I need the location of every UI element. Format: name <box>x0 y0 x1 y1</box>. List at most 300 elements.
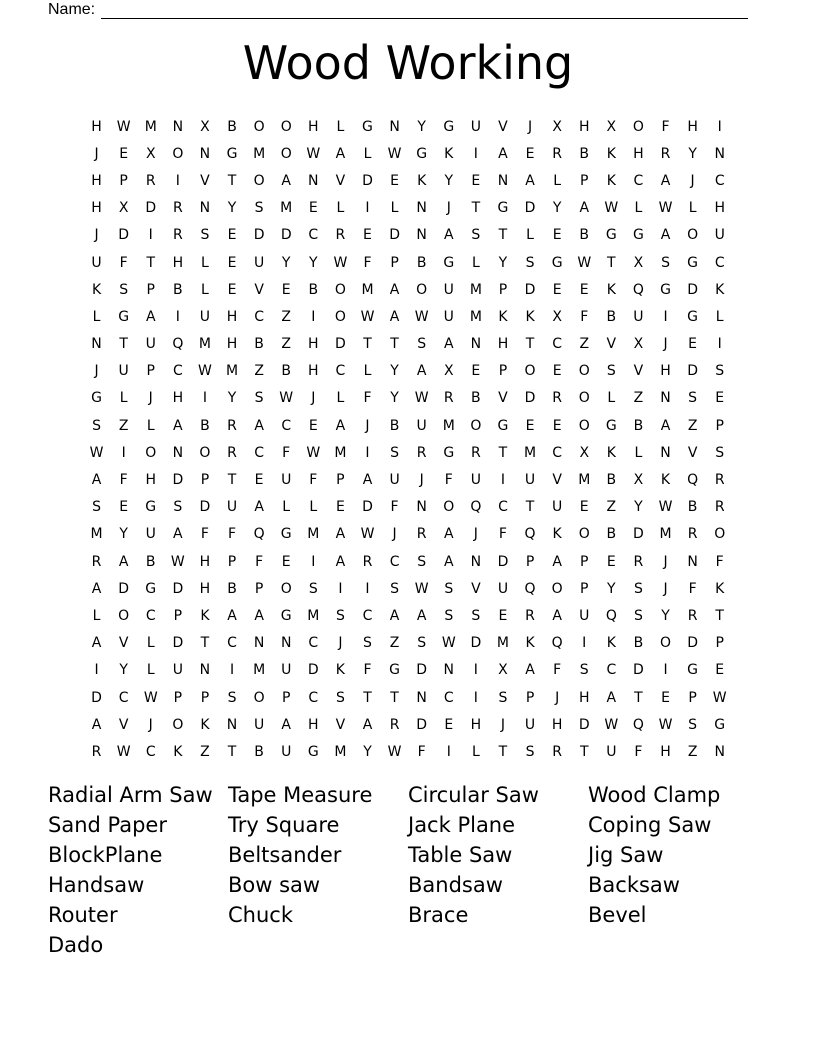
grid-letter: H <box>308 716 319 733</box>
grid-letter: O <box>253 689 265 706</box>
grid-letter: B <box>606 526 617 543</box>
grid-letter: U <box>443 281 454 298</box>
grid-letter: P <box>715 417 724 434</box>
grid-letter: R <box>227 417 237 434</box>
grid-letter: F <box>498 526 507 543</box>
grid-letter: I <box>148 227 153 244</box>
grid-letter: F <box>715 553 724 570</box>
grid-letter: Q <box>524 526 536 543</box>
grid-letter: G <box>389 662 400 679</box>
name-label: Name: <box>48 1 96 18</box>
grid-letter: N <box>416 200 427 217</box>
grid-letter: M <box>253 662 266 679</box>
grid-letter: D <box>633 662 644 679</box>
grid-letter: X <box>145 145 156 162</box>
grid-letter: J <box>148 390 153 407</box>
grid-letter: G <box>443 444 455 461</box>
grid-letter: D <box>524 200 536 217</box>
grid-letter: K <box>444 145 454 162</box>
grid-letter: M <box>361 281 374 298</box>
grid-letter: I <box>582 635 587 652</box>
grid-letter: C <box>362 607 373 624</box>
grid-letter: X <box>200 118 210 135</box>
grid-letter: G <box>687 308 699 325</box>
grid-letter: L <box>390 200 399 217</box>
grid-letter: W <box>414 308 429 325</box>
grid-letter: O <box>334 308 346 325</box>
grid-row <box>83 494 733 521</box>
grid-row <box>83 630 733 657</box>
grid-letter: E <box>227 227 237 244</box>
grid-letter: U <box>416 417 427 434</box>
grid-letter: G <box>362 118 373 135</box>
grid-letter: O <box>280 145 292 162</box>
grid-letter: K <box>200 607 210 624</box>
grid-letter: L <box>363 145 372 162</box>
grid-letter: D <box>524 390 536 407</box>
grid-letter: P <box>688 689 697 706</box>
grid-row <box>83 249 733 276</box>
grid-letter: K <box>606 281 616 298</box>
grid-letter: S <box>390 580 400 597</box>
grid-letter: T <box>634 689 643 706</box>
grid-letter: R <box>416 444 427 461</box>
grid-letter: S <box>173 499 183 516</box>
grid-letter: Z <box>687 417 698 434</box>
grid-letter: E <box>579 499 589 516</box>
grid-letter: P <box>281 689 291 706</box>
grid-letter: R <box>552 390 562 407</box>
grid-letter: D <box>335 336 346 353</box>
grid-letter: I <box>311 553 316 570</box>
grid-letter: Q <box>524 580 536 597</box>
grid-letter: Z <box>200 743 210 760</box>
grid-letter: N <box>308 172 319 189</box>
grid-letter: U <box>497 580 509 597</box>
grid-letter: V <box>118 635 129 652</box>
grid-letter: K <box>200 716 210 733</box>
grid-letter: Z <box>281 308 291 325</box>
grid-letter: L <box>336 200 345 217</box>
grid-letter: Y <box>607 580 616 597</box>
grid-letter: X <box>606 118 617 135</box>
grid-letter: A <box>443 553 454 570</box>
grid-letter: A <box>606 689 617 706</box>
grid-letter: T <box>498 444 508 461</box>
grid-letter: D <box>307 662 319 679</box>
grid-letter: G <box>226 145 238 162</box>
grid-letter: C <box>714 172 725 189</box>
grid-letter: V <box>606 336 617 353</box>
grid-letter: P <box>173 607 183 624</box>
grid-letter: G <box>714 716 726 733</box>
name-line <box>101 2 748 19</box>
grid-letter: M <box>524 444 537 461</box>
grid-letter: E <box>552 227 562 244</box>
grid-letter: K <box>660 472 671 489</box>
grid-letter: Z <box>281 336 291 353</box>
grid-letter: K <box>606 172 616 189</box>
grid-letter: S <box>715 363 725 380</box>
word-bank-item: Coping Saw <box>588 813 712 837</box>
grid-letter: X <box>118 200 129 217</box>
grid-letter: D <box>280 227 292 244</box>
grid-letter: D <box>416 662 428 679</box>
grid-letter: W <box>306 444 321 461</box>
grid-letter: U <box>281 743 292 760</box>
grid-letter: H <box>199 580 211 597</box>
grid-letter: L <box>607 390 616 407</box>
grid-letter: U <box>91 254 102 271</box>
grid-letter: D <box>118 580 130 597</box>
grid-letter: Z <box>687 743 698 760</box>
grid-letter: E <box>281 553 291 570</box>
word-bank-item: Router <box>48 903 118 927</box>
grid-letter: L <box>526 227 534 244</box>
grid-letter: P <box>580 553 589 570</box>
grid-letter: F <box>417 743 426 760</box>
grid-letter: S <box>444 607 454 624</box>
grid-letter: O <box>660 635 672 652</box>
grid-letter: N <box>416 227 427 244</box>
grid-letter: M <box>659 526 672 543</box>
grid-letter: U <box>253 716 265 733</box>
grid-letter: U <box>226 499 238 516</box>
grid-letter: D <box>172 472 184 489</box>
grid-letter: J <box>94 145 99 162</box>
grid-letter: M <box>198 336 211 353</box>
grid-letter: H <box>470 716 482 733</box>
grid-letter: L <box>201 254 209 271</box>
grid-letter: U <box>633 308 644 325</box>
grid-letter: C <box>118 689 129 706</box>
word-bank-item: Bevel <box>588 903 647 927</box>
grid-letter: K <box>173 743 183 760</box>
grid-letter: C <box>606 662 617 679</box>
word-bank-item: Brace <box>408 903 469 927</box>
grid-letter: N <box>660 444 671 461</box>
grid-letter: S <box>715 444 725 461</box>
grid-letter: O <box>253 118 265 135</box>
word-bank-item: Handsaw <box>48 873 145 897</box>
grid-letter: W <box>712 689 727 706</box>
grid-letter: A <box>254 417 264 434</box>
grid-row <box>83 548 733 575</box>
grid-letter: L <box>553 172 562 189</box>
grid-letter: B <box>145 553 156 570</box>
grid-letter: O <box>632 118 644 135</box>
grid-letter: Y <box>417 118 426 135</box>
grid-letter: U <box>579 607 590 624</box>
grid-letter: R <box>362 553 373 570</box>
grid-letter: S <box>471 607 481 624</box>
grid-letter: P <box>580 580 589 597</box>
grid-letter: O <box>470 417 482 434</box>
grid-letter: N <box>470 553 482 570</box>
grid-letter: L <box>634 200 643 217</box>
grid-letter: Y <box>390 363 399 380</box>
grid-letter: I <box>311 308 316 325</box>
grid-letter: T <box>363 336 372 353</box>
grid-letter: B <box>416 254 427 271</box>
grid-letter: A <box>335 553 346 570</box>
grid-letter: E <box>606 553 616 570</box>
grid-letter: G <box>660 281 671 298</box>
grid-letter: E <box>471 172 481 189</box>
grid-letter: M <box>442 417 455 434</box>
grid-letter: U <box>524 472 536 489</box>
grid-letter: W <box>414 390 429 407</box>
grid-letter: I <box>446 743 451 760</box>
grid-letter: Y <box>390 390 399 407</box>
grid-letter: R <box>714 499 725 516</box>
grid-letter: A <box>389 308 400 325</box>
grid-letter: D <box>172 580 184 597</box>
grid-letter: W <box>414 580 429 597</box>
grid-letter: G <box>91 390 102 407</box>
grid-letter: O <box>253 172 265 189</box>
grid-letter: N <box>199 200 211 217</box>
grid-letter: Z <box>606 499 617 516</box>
grid-letter: N <box>443 662 454 679</box>
grid-letter: O <box>172 716 184 733</box>
grid-letter: A <box>389 281 400 298</box>
grid-letter: S <box>200 227 210 244</box>
grid-letter: W <box>89 444 104 461</box>
grid-letter: R <box>416 526 427 543</box>
grid-letter: X <box>633 254 644 271</box>
grid-letter: W <box>116 118 131 135</box>
word-bank <box>48 780 768 960</box>
grid-letter: B <box>389 417 400 434</box>
grid-letter: O <box>578 526 590 543</box>
grid-letter: T <box>119 336 128 353</box>
letter-grid <box>83 113 733 766</box>
grid-letter: N <box>280 635 292 652</box>
grid-letter: A <box>118 553 129 570</box>
grid-letter: C <box>498 499 508 516</box>
grid-letter: E <box>390 172 399 189</box>
grid-letter: I <box>663 662 668 679</box>
grid-letter: W <box>306 145 321 162</box>
grid-letter: Q <box>172 336 184 353</box>
grid-letter: T <box>607 254 616 271</box>
grid-letter: Z <box>389 635 400 652</box>
word-bank-item: Try Square <box>228 813 340 837</box>
grid-letter: H <box>226 308 238 325</box>
grid-letter: C <box>145 607 156 624</box>
grid-letter: J <box>338 635 343 652</box>
grid-letter: W <box>387 743 402 760</box>
grid-letter: W <box>360 308 375 325</box>
grid-letter: E <box>525 145 535 162</box>
grid-letter: W <box>577 254 592 271</box>
grid-letter: P <box>200 689 210 706</box>
grid-letter: P <box>498 281 508 298</box>
grid-letter: L <box>715 308 724 325</box>
grid-letter: C <box>254 308 264 325</box>
grid-letter: E <box>471 363 481 380</box>
grid-letter: S <box>525 254 535 271</box>
grid-letter: P <box>119 172 128 189</box>
grid-letter: Y <box>498 254 508 271</box>
grid-letter: W <box>116 743 131 760</box>
grid-letter: I <box>473 689 478 706</box>
grid-letter: K <box>525 308 535 325</box>
grid-letter: A <box>281 716 291 733</box>
grid-letter: L <box>146 662 155 679</box>
grid-letter: T <box>390 689 399 706</box>
grid-letter: P <box>715 635 724 652</box>
grid-letter: V <box>687 444 698 461</box>
grid-row <box>83 358 733 385</box>
grid-letter: M <box>307 526 320 543</box>
grid-letter: S <box>417 635 427 652</box>
grid-letter: D <box>524 281 536 298</box>
grid-letter: F <box>444 472 453 489</box>
grid-letter: H <box>199 553 211 570</box>
grid-letter: E <box>227 254 237 271</box>
grid-letter: O <box>145 444 157 461</box>
grid-letter: S <box>227 689 237 706</box>
grid-letter: D <box>362 172 373 189</box>
grid-letter: U <box>172 662 183 679</box>
grid-letter: A <box>281 172 291 189</box>
grid-letter: J <box>663 580 668 597</box>
grid-letter: V <box>254 281 264 298</box>
grid-letter: S <box>688 390 698 407</box>
word-bank-item: Backsaw <box>588 873 680 897</box>
grid-letter: G <box>443 254 455 271</box>
grid-letter: H <box>578 689 590 706</box>
word-bank-item: Circular Saw <box>408 783 539 807</box>
grid-row <box>83 195 733 222</box>
grid-letter: O <box>199 444 211 461</box>
grid-letter: F <box>363 662 372 679</box>
grid-letter: I <box>473 662 478 679</box>
grid-letter: I <box>473 145 478 162</box>
grid-row <box>83 466 733 493</box>
word-bank-item: Dado <box>48 933 104 957</box>
grid-letter: F <box>661 118 670 135</box>
grid-letter: E <box>335 499 345 516</box>
grid-letter: C <box>308 227 319 244</box>
grid-letter: E <box>119 145 129 162</box>
grid-row <box>83 385 733 412</box>
grid-letter: X <box>633 472 644 489</box>
grid-letter: A <box>91 635 102 652</box>
grid-letter: T <box>715 607 724 624</box>
grid-letter: W <box>387 145 402 162</box>
grid-letter: H <box>308 336 319 353</box>
grid-letter: L <box>471 743 480 760</box>
grid-letter: Y <box>444 172 454 189</box>
word-bank-item: BlockPlane <box>48 843 163 867</box>
grid-letter: M <box>334 444 347 461</box>
grid-letter: A <box>335 145 346 162</box>
grid-row <box>83 439 733 466</box>
grid-letter: E <box>688 336 698 353</box>
grid-letter: R <box>552 743 562 760</box>
grid-letter: C <box>552 336 563 353</box>
grid-letter: T <box>227 172 237 189</box>
grid-letter: V <box>498 390 508 407</box>
grid-row <box>83 167 733 194</box>
grid-letter: N <box>172 118 184 135</box>
grid-letter: W <box>658 499 673 516</box>
grid-letter: R <box>633 553 644 570</box>
grid-letter: D <box>199 499 211 516</box>
grid-letter: L <box>471 254 480 271</box>
grid-letter: F <box>688 580 697 597</box>
grid-letter: O <box>578 363 590 380</box>
grid-letter: P <box>525 553 535 570</box>
grid-letter: A <box>416 607 427 624</box>
grid-letter: P <box>498 363 508 380</box>
grid-letter: R <box>552 145 562 162</box>
grid-letter: G <box>632 227 644 244</box>
grid-letter: G <box>551 254 563 271</box>
grid-letter: L <box>688 200 697 217</box>
grid-letter: S <box>471 227 481 244</box>
grid-letter: T <box>498 227 508 244</box>
grid-letter: K <box>417 172 427 189</box>
grid-letter: T <box>498 743 508 760</box>
grid-letter: N <box>199 145 211 162</box>
grid-letter: E <box>525 417 535 434</box>
grid-letter: U <box>552 499 563 516</box>
grid-letter: Y <box>309 254 318 271</box>
grid-letter: Y <box>227 200 237 217</box>
grid-letter: Z <box>579 336 590 353</box>
grid-letter: A <box>525 172 535 189</box>
grid-letter: A <box>173 417 183 434</box>
grid-letter: Q <box>632 281 644 298</box>
grid-letter: F <box>553 662 562 679</box>
grid-letter: I <box>500 472 506 489</box>
grid-letter: G <box>307 743 319 760</box>
word-bank-item: Table Saw <box>408 843 513 867</box>
grid-letter: D <box>118 227 130 244</box>
grid-letter: A <box>227 607 237 624</box>
grid-letter: E <box>715 390 725 407</box>
grid-letter: U <box>524 716 536 733</box>
grid-letter: B <box>227 580 237 597</box>
grid-row <box>83 113 733 140</box>
grid-letter: U <box>281 662 292 679</box>
grid-letter: R <box>335 227 346 244</box>
grid-row <box>83 684 733 711</box>
grid-letter: I <box>94 662 99 679</box>
grid-letter: W <box>604 716 619 733</box>
grid-letter: G <box>443 118 455 135</box>
grid-letter: P <box>146 281 155 298</box>
grid-letter: G <box>497 417 509 434</box>
grid-row <box>83 575 733 602</box>
grid-letter: Y <box>363 743 372 760</box>
grid-letter: R <box>172 227 183 244</box>
grid-letter: N <box>226 716 238 733</box>
grid-letter: A <box>443 526 454 543</box>
grid-letter: O <box>443 499 455 516</box>
grid-letter: T <box>579 743 589 760</box>
grid-letter: Q <box>551 635 563 652</box>
grid-row <box>83 222 733 249</box>
grid-letter: R <box>687 526 698 543</box>
grid-letter: M <box>578 472 591 489</box>
grid-letter: S <box>254 390 264 407</box>
grid-letter: D <box>253 227 265 244</box>
